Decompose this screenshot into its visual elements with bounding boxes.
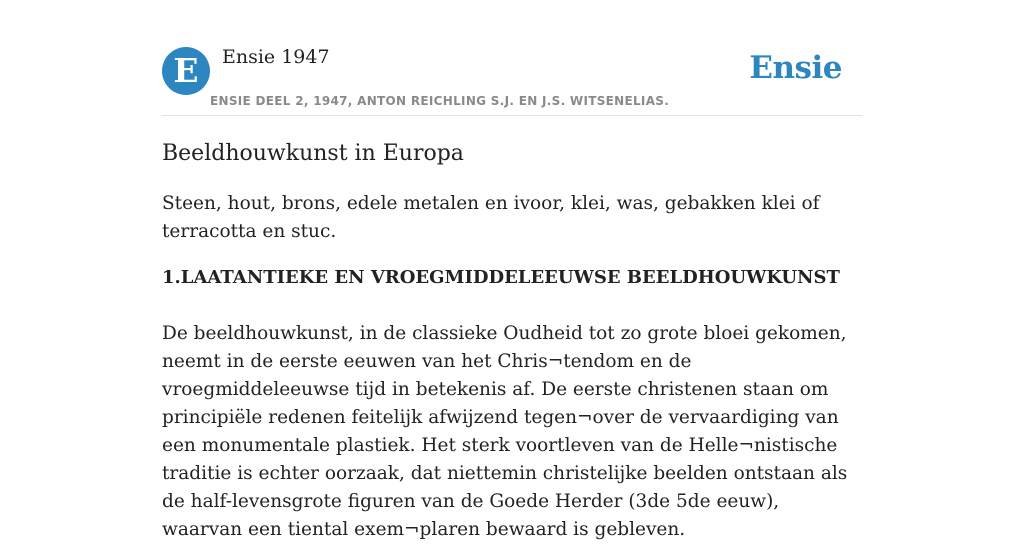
ensie-logo-icon[interactable]: E <box>162 47 210 95</box>
article <box>162 138 862 544</box>
section-heading: 1.LAATANTIEKE EN VROEGMIDDELEEUWSE BEELDHOUWKUNST <box>162 267 840 288</box>
brand-logo-link[interactable]: Ensie <box>749 50 842 86</box>
article-paragraph: De beeldhouwkunst, in de classieke Oudheid tot zo grote bloei gekomen, neemt in de eerste eeuwen van het Chris¬tendom en de vroegmiddeleeuwse tijd in betekenis af. De eerste christenen staan om principiële redenen feitelijk afwijzend tegen¬over de vervaardiging van een monumentale plastiek. Het sterk voortleven van de Helle¬nistische traditie is echter oorzaak, dat niettemin christelijke beelden ontstaan als de half-levensgrote figuren van de Goede Herder (3de 5de eeuw), waarvan een tiental exem¬plaren bewaard is gebleven. <box>162 323 848 540</box>
header <box>162 0 862 116</box>
book-title[interactable]: Ensie 1947 <box>222 46 330 68</box>
book-subtitle: ENSIE DEEL 2, 1947, ANTON REICHLING S.J. EN J.S. WITSENELIAS. <box>210 94 670 108</box>
page <box>162 0 862 540</box>
article-title: Beeldhouwkunst in Europa <box>162 141 464 166</box>
article-lead: Steen, hout, brons, edele metalen en ivoor, klei, was, gebakken klei of terracotta en stuc. <box>162 193 820 242</box>
